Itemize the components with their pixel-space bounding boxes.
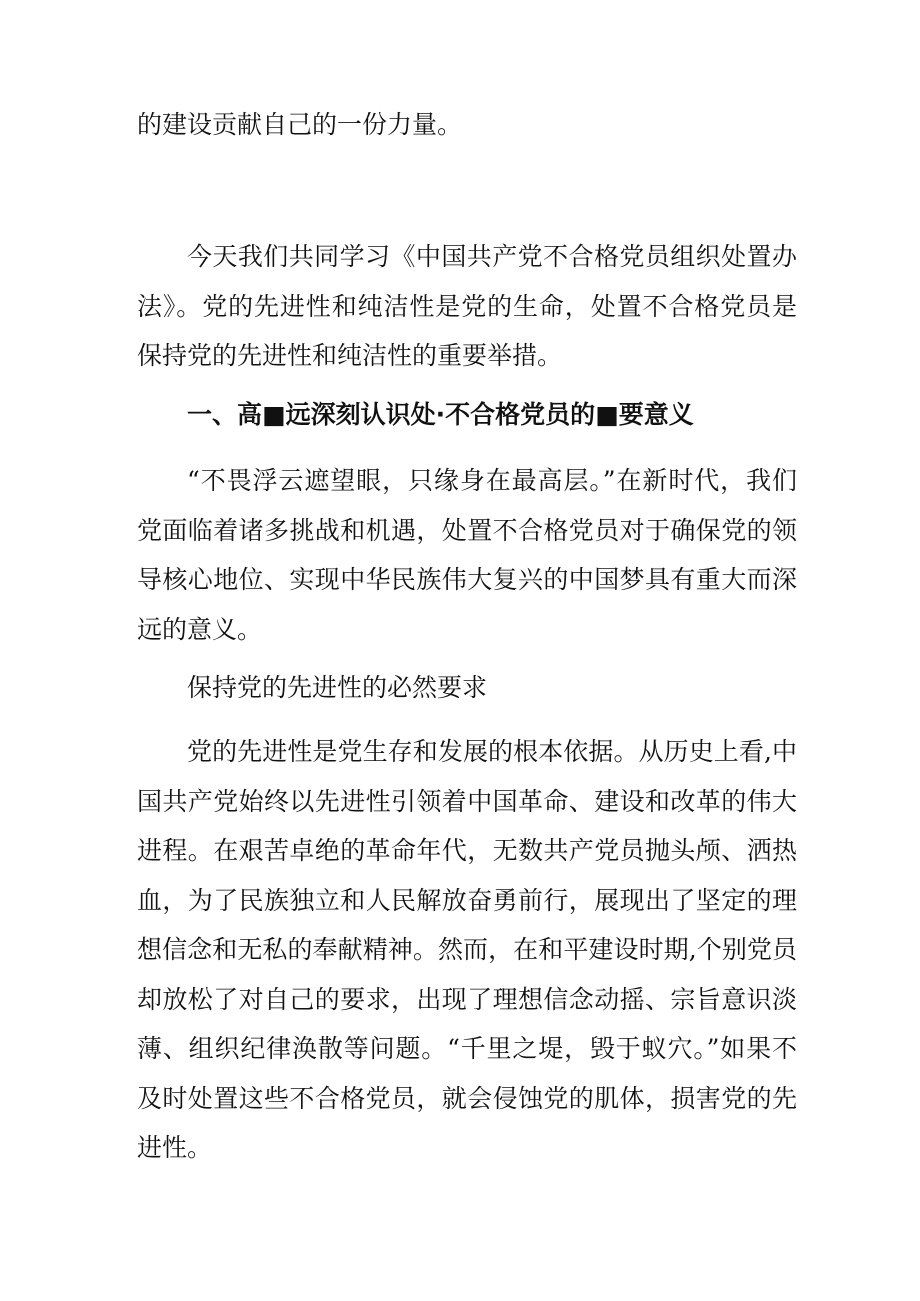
section-heading-1: 一、高■远深刻认识处·不合格党员的■要意义 (187, 400, 694, 429)
paragraph-advancement: 党的先进性是党生存和发展的根本依据。从历史上看,中国共产党始终以先进性引领着中国革命、建设和改革的伟大进程。在艰苦卓绝的革命年代，无数共产党员抛头颅、洒热血，为了民族独立和人民解放奋勇前行，展现出了坚定的理想信念和无私的奉献精神。然而，在和平建设时期,个别党员却放松了对自己的要求，出现了理想信念动摇、宗旨意识淡薄、组织纪律涣散等问题。“千里之堤，毁于蚁穴。”如果不及时处置这些不合格党员，就会侵蚀党的肌体，损害党的先进性。 (137, 737, 797, 1162)
paragraph-continuation: 的建设贡献自己的一份力量。 (137, 110, 463, 139)
paragraph-intro: 今天我们共同学习《中国共产党不合格党员组织处置办法》。党的先进性和纯洁性是党的生命，处置不合格党员是保持党的先进性和纯洁性的重要举措。 (137, 242, 797, 370)
subheading-advancement: 保持党的先进性的必然要求 (187, 673, 488, 702)
paragraph-significance: “不畏浮云遮望眼，只缘身在最高层。”在新时代，我们党面临着诸多挑战和机遇，处置不合格党员对于确保党的领导核心地位、实现中华民族伟大复兴的中国梦具有重大而深远的意义。 (137, 466, 797, 644)
